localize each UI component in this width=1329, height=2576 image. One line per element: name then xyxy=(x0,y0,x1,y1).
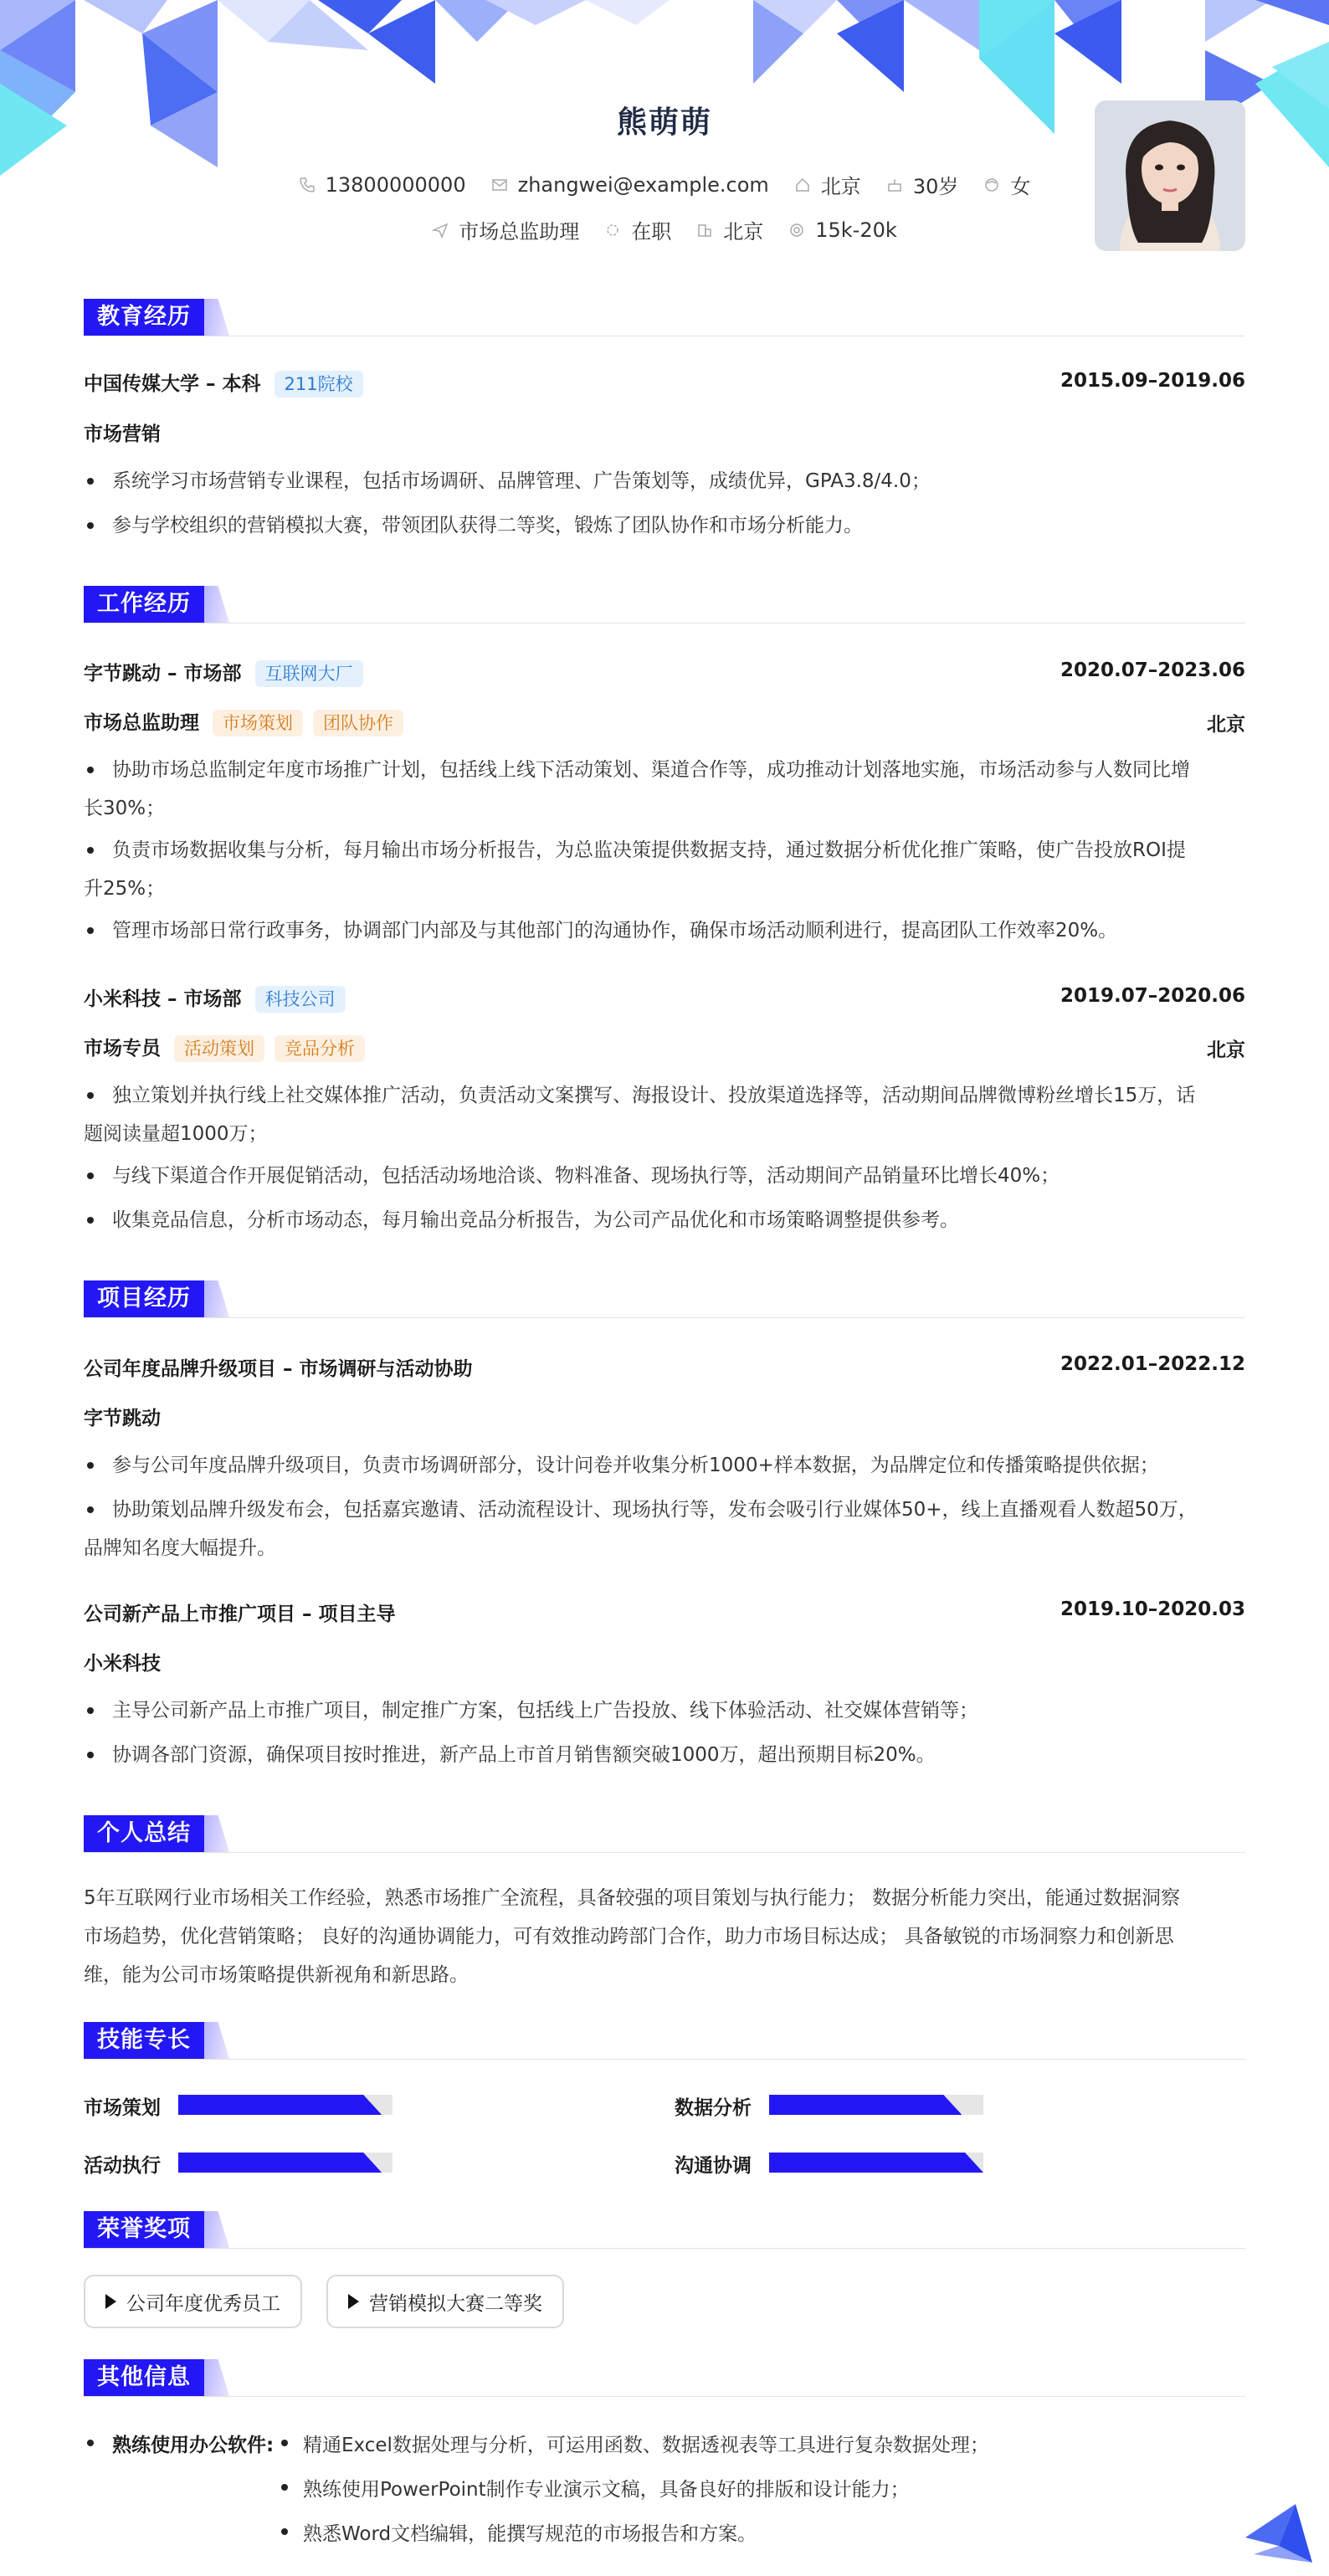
section-flag xyxy=(204,586,229,623)
list-item: 独立策划并执行线上社交媒体推广活动，负责活动文案撰写、海报设计、投放渠道选择等，活动期间品牌微博粉丝增长15万，话 xyxy=(84,1077,1245,1114)
list-item-continuation: 长30%； xyxy=(84,798,166,819)
phone-text: 13800000000 xyxy=(325,172,466,197)
send-icon xyxy=(432,222,449,239)
summary-section-header xyxy=(84,1815,1245,1852)
email-text: zhangwei@example.com xyxy=(517,172,769,197)
section-title: 工作经历 xyxy=(84,586,204,623)
role-tag: 竞品分析 xyxy=(275,1035,365,1062)
skill-fill xyxy=(178,2153,382,2173)
section-flag xyxy=(204,2359,229,2396)
work-role-row xyxy=(84,1033,1245,1062)
school-name: 中国传媒大学 – 本科 xyxy=(84,373,261,395)
section-title: 教育经历 xyxy=(84,299,204,336)
status-text: 在职 xyxy=(631,220,672,244)
skill-fill xyxy=(178,2095,382,2115)
position-item xyxy=(432,215,579,244)
list-item-continuation: 升25%； xyxy=(84,878,166,900)
profile-photo xyxy=(1095,100,1245,251)
project-entry-header xyxy=(84,1598,1245,1626)
skill-fill xyxy=(769,2095,962,2115)
summary-line: 维，能为公司市场策略提供新视角和新思路。 xyxy=(84,1964,469,1986)
status-icon xyxy=(604,222,621,239)
city-item xyxy=(794,170,861,199)
role-name: 市场专员 xyxy=(84,1038,161,1060)
projects-section-header xyxy=(84,1280,1245,1317)
honor-label: 营销模拟大赛二等奖 xyxy=(369,2292,542,2315)
list-item-continuation: 品牌知名度大幅提升。 xyxy=(84,1537,276,1559)
honor-item xyxy=(326,2275,564,2328)
project-date: 2022.01–2022.12 xyxy=(1060,1353,1245,1375)
home-icon xyxy=(794,177,811,193)
coin-icon xyxy=(788,222,805,239)
target-city-item xyxy=(696,215,763,244)
contact-info xyxy=(84,170,1245,199)
skill-bar xyxy=(178,2153,393,2173)
company-tag: 科技公司 xyxy=(255,986,346,1013)
list-item: 负责市场数据收集与分析，每月输出市场分析报告，为总监决策提供数据支持，通过数据分析优化推广策略，使广告投放ROI提 xyxy=(84,832,1245,869)
work-date: 2019.07–2020.06 xyxy=(1060,985,1245,1007)
education-entry-header xyxy=(84,368,1245,398)
list-item: 收集竞品信息，分析市场动态，每月输出竞品分析报告，为公司产品优化和市场策略调整提供参考。 xyxy=(84,1202,1245,1239)
other-section-header xyxy=(84,2359,1245,2396)
work-entry-header xyxy=(84,983,1245,1013)
position-text: 市场总监助理 xyxy=(459,220,580,244)
project-org: 小米科技 xyxy=(84,1653,161,1675)
skill-fill xyxy=(769,2153,983,2173)
skills-section-header xyxy=(84,2022,1245,2059)
skill-label: 沟通协调 xyxy=(675,2155,752,2177)
play-icon xyxy=(348,2294,359,2309)
list-item: 主导公司新产品上市推广项目，制定推广方案，包括线上广告投放、线下体验活动、社交媒体营销等； xyxy=(84,1692,1245,1729)
section-title: 其他信息 xyxy=(84,2359,204,2396)
school-tag: 211院校 xyxy=(275,371,363,398)
list-item: 精通Excel数据处理与分析，可运用函数、数据透视表等工具进行复杂数据处理； xyxy=(278,2430,989,2457)
cake-icon xyxy=(886,177,903,193)
phone-item xyxy=(299,170,466,199)
list-item: 协调各部门资源，确保项目按时推进，新产品上市首月销售额突破1000万，超出预期目标20%。 xyxy=(84,1737,1245,1773)
company-tag: 互联网大厂 xyxy=(255,660,363,687)
other-label: 熟练使用办公软件: xyxy=(84,2430,274,2457)
age-text: 30岁 xyxy=(912,175,959,198)
salary-text: 15k-20k xyxy=(815,218,897,242)
work-location: 北京 xyxy=(1207,1039,1245,1061)
skill-label: 市场策划 xyxy=(84,2097,161,2119)
divider xyxy=(84,1852,1245,1853)
footer-pattern xyxy=(1245,2504,1321,2571)
project-title: 公司新产品上市推广项目 – 项目主导 xyxy=(84,1604,396,1625)
section-title: 技能专长 xyxy=(84,2022,204,2059)
company-name: 字节跳动 – 市场部 xyxy=(84,663,242,685)
target-city-text: 北京 xyxy=(723,220,764,244)
summary-line: 5年互联网行业市场相关工作经验，熟悉市场推广全流程，具备较强的项目策划与执行能力； 数据分析能力突出，能通过数据洞察 xyxy=(84,1887,1180,1909)
work-entry-header xyxy=(84,658,1245,687)
list-item: 熟练使用PowerPoint制作专业演示文稿，具备良好的排版和设计能力； xyxy=(278,2474,910,2502)
portrait-image xyxy=(1095,100,1245,251)
list-item: 熟悉Word文档编辑，能撰写规范的市场报告和方案。 xyxy=(278,2518,757,2546)
section-flag xyxy=(204,1815,229,1852)
section-flag xyxy=(204,2211,229,2248)
list-item: 系统学习市场营销专业课程，包括市场调研、品牌管理、广告策划等，成绩优异，GPA3.8/4.0； xyxy=(84,463,1245,500)
honor-item xyxy=(84,2275,302,2328)
education-date: 2015.09–2019.06 xyxy=(1060,370,1245,392)
mail-icon xyxy=(491,177,508,193)
skill-bar xyxy=(769,2095,983,2115)
project-date: 2019.10–2020.03 xyxy=(1060,1598,1245,1620)
gender-item xyxy=(983,170,1030,199)
work-role-row xyxy=(84,707,1245,736)
city-text: 北京 xyxy=(820,175,861,198)
work-location: 北京 xyxy=(1207,714,1245,736)
list-item-continuation: 题阅读量超1000万； xyxy=(84,1123,268,1145)
work-section-header xyxy=(84,586,1245,623)
project-entry-header xyxy=(84,1353,1245,1381)
gender-text: 女 xyxy=(1010,175,1031,198)
honors-section-header xyxy=(84,2211,1245,2248)
email-item xyxy=(491,170,769,199)
role-tag: 市场策划 xyxy=(213,710,303,736)
divider xyxy=(84,2059,1245,2060)
list-item: 管理市场部日常行政事务，协调部门内部及与其他部门的沟通协作，确保市场活动顺利进行，提高团队工作效率20%。 xyxy=(84,912,1245,949)
list-item: 协助市场总监制定年度市场推广计划，包括线上线下活动策划、渠道合作等，成功推动计划落地实施，市场活动参与人数同比增 xyxy=(84,752,1245,788)
education-section-header xyxy=(84,299,1245,336)
skill-bar xyxy=(178,2095,393,2115)
skill-label: 数据分析 xyxy=(675,2097,752,2119)
role-tag: 团队协作 xyxy=(313,710,403,736)
work-date: 2020.07–2023.06 xyxy=(1060,659,1245,681)
company-name: 小米科技 – 市场部 xyxy=(84,988,242,1010)
phone-icon xyxy=(299,177,316,193)
section-title: 荣誉奖项 xyxy=(84,2211,204,2248)
divider xyxy=(84,2248,1245,2249)
section-flag xyxy=(204,299,229,336)
salary-item xyxy=(788,215,897,244)
honor-label: 公司年度优秀员工 xyxy=(126,2292,280,2315)
list-item: 参与学校组织的营销模拟大赛，带领团队获得二等奖，锻炼了团队协作和市场分析能力。 xyxy=(84,507,1245,544)
project-org: 字节跳动 xyxy=(84,1408,161,1429)
list-item: 参与公司年度品牌升级项目，负责市场调研部分，设计问卷并收集分析1000+样本数据，为品牌定位和传播策略提供依据； xyxy=(84,1447,1245,1484)
candidate-name: 熊萌萌 xyxy=(616,105,712,140)
role-tag: 活动策划 xyxy=(174,1035,264,1062)
age-item xyxy=(886,170,959,199)
gender-icon xyxy=(983,177,1000,193)
section-flag xyxy=(204,1280,229,1317)
play-icon xyxy=(105,2294,116,2309)
skill-label: 活动执行 xyxy=(84,2155,161,2177)
major: 市场营销 xyxy=(84,423,161,445)
list-item: 协助策划品牌升级发布会，包括嘉宾邀请、活动流程设计、现场执行等，发布会吸引行业媒体50+，线上直播观看人数超50万， xyxy=(84,1491,1245,1528)
section-title: 项目经历 xyxy=(84,1280,204,1317)
project-title: 公司年度品牌升级项目 – 市场调研与活动协助 xyxy=(84,1358,473,1380)
job-intent xyxy=(84,215,1245,244)
section-title: 个人总结 xyxy=(84,1815,204,1852)
skill-bar xyxy=(769,2153,983,2173)
building-icon xyxy=(696,222,713,239)
divider xyxy=(84,2396,1245,2397)
summary-line: 市场趋势，优化营销策略； 良好的沟通协调能力，可有效推动跨部门合作，助力市场目标达成； 具备敏锐的市场洞察力和创新思 xyxy=(84,1926,1174,1947)
divider xyxy=(84,1317,1245,1318)
section-flag xyxy=(204,2022,229,2059)
status-item xyxy=(604,215,671,244)
role-name: 市场总监助理 xyxy=(84,712,199,734)
list-item: 与线下渠道合作开展促销活动，包括活动场地洽谈、物料准备、现场执行等，活动期间产品销量环比增长40%； xyxy=(84,1157,1245,1194)
